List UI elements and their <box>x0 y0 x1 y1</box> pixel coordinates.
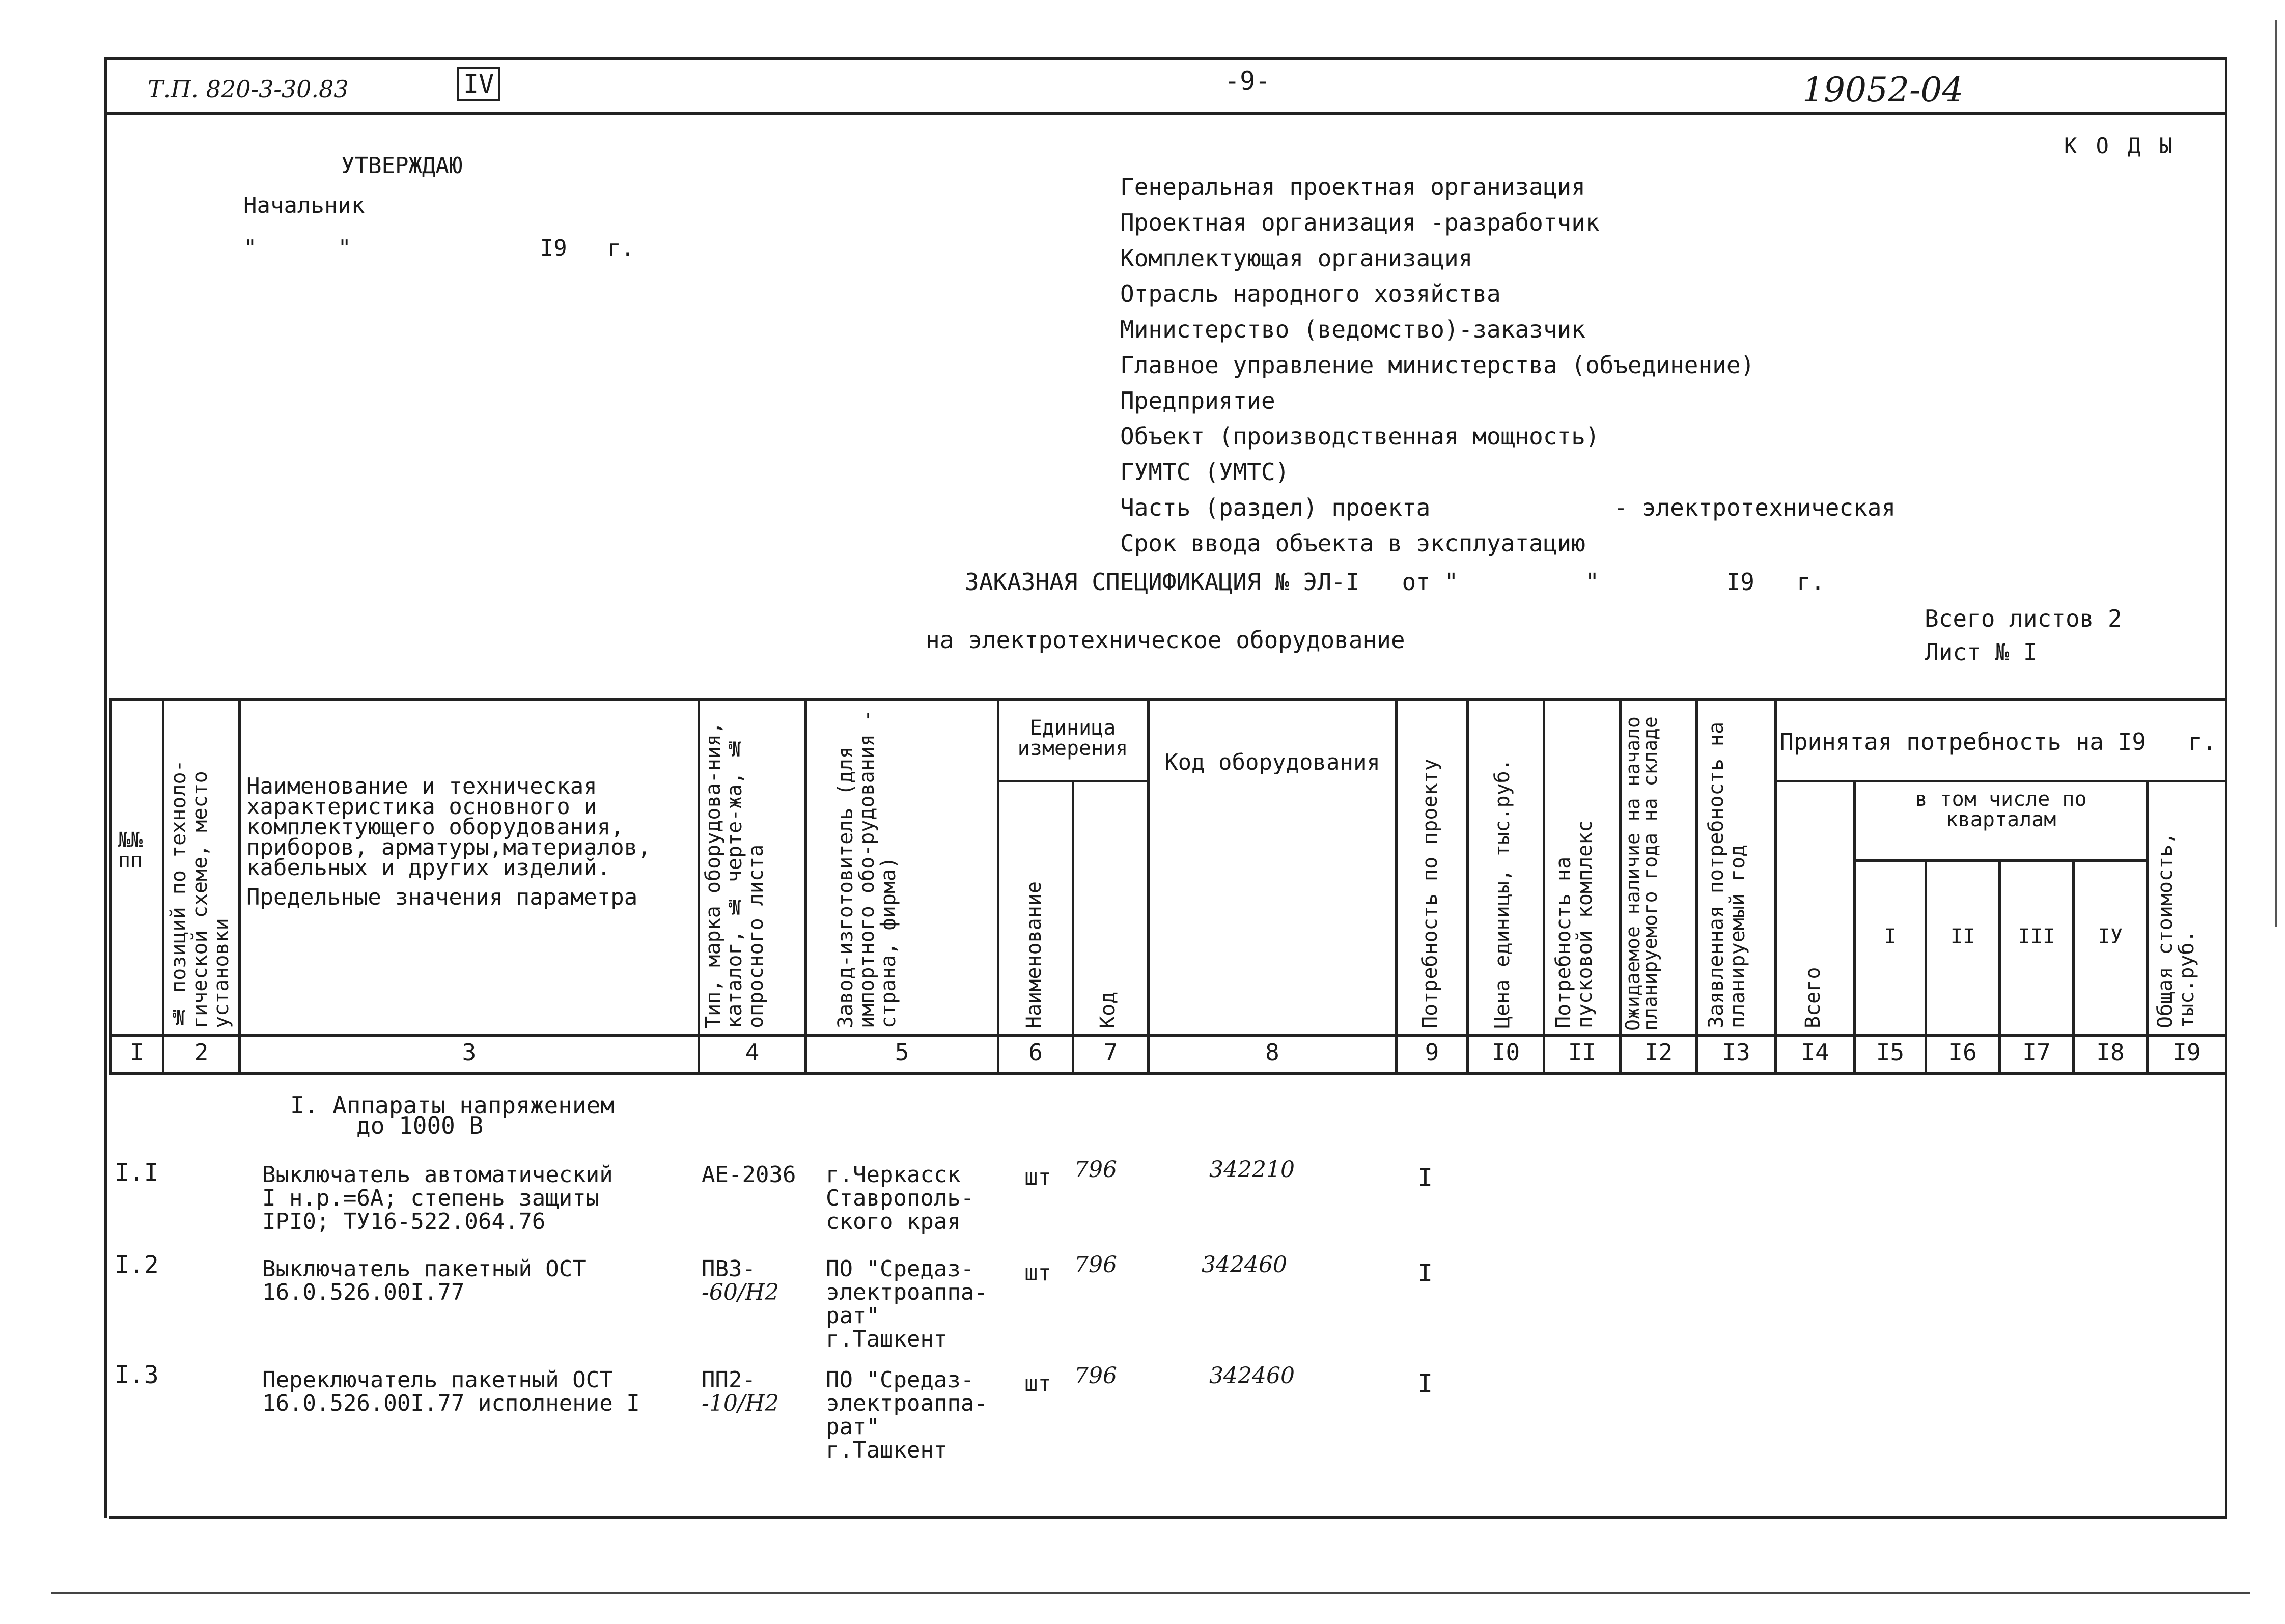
row-maker-line: ского края <box>826 1209 961 1235</box>
row-unit: шт <box>1024 1260 1051 1286</box>
row-name-line: Переключатель пакетный ОСТ <box>262 1367 613 1393</box>
row-name-line: Выключатель автоматический <box>262 1162 613 1188</box>
row-maker-line: электроаппа- <box>826 1390 988 1416</box>
row-maker-line: ПО "Средаз- <box>826 1367 974 1393</box>
row-name-line: 16.0.526.00I.77 исполнение I <box>262 1390 640 1416</box>
header-name-line: Предельные значения параметра <box>246 884 638 910</box>
row-maker-line: г.Ташкент <box>826 1437 948 1463</box>
header-price: Цена единицы, тыс.руб. <box>1491 759 1514 1028</box>
row-name <box>262 1368 640 1415</box>
col-number: 6 <box>1028 1039 1043 1066</box>
col-number: 7 <box>1103 1039 1118 1066</box>
org-line: Комплектующая организация <box>1120 244 1473 272</box>
row-maker <box>826 1368 988 1462</box>
col-number: I5 <box>1876 1039 1905 1066</box>
row-maker-line: рат" <box>826 1414 880 1440</box>
header-qty-project: Потребность по проекту <box>1418 759 1442 1028</box>
col-number: II <box>1568 1039 1597 1066</box>
org-list <box>1120 169 1896 561</box>
row-num: I.3 <box>115 1361 159 1389</box>
row-maker-line: рат" <box>826 1303 880 1329</box>
header-total: Всего <box>1801 967 1825 1028</box>
header-name-line: комплектующего оборудования, <box>246 814 624 840</box>
header-unit-code: Код <box>1096 991 1120 1028</box>
col-number: I2 <box>1644 1039 1673 1066</box>
section-title-2: до 1000 В <box>356 1112 484 1139</box>
row-num: I.2 <box>115 1251 159 1279</box>
org-line: Срок ввода объекта в эксплуатацию <box>1120 529 1585 557</box>
row-qty: I <box>1418 1163 1433 1192</box>
row-name <box>262 1257 586 1304</box>
row-maker-line: электроаппа- <box>826 1279 988 1305</box>
header-accepted: Принятая потребность на I9 г. <box>1779 728 2217 755</box>
org-line: Объект (производственная мощность) <box>1120 423 1600 450</box>
row-name <box>262 1163 613 1234</box>
sheets-total: Всего листов 2 <box>1925 605 2122 632</box>
row-type <box>702 1257 779 1304</box>
codes-label: К О Д Ы <box>2064 133 2176 158</box>
row-maker-line: ПО "Средаз- <box>826 1256 974 1282</box>
doc-ref: Т.П. 820-3-30.83 <box>148 75 349 103</box>
row-maker <box>826 1163 974 1234</box>
header-total-cost: Общая стоимость, тыс.руб. <box>2154 832 2198 1028</box>
col-number: I6 <box>1948 1039 1977 1066</box>
approve-role: Начальник <box>243 192 365 218</box>
col-number: 4 <box>745 1039 760 1066</box>
spec-title: ЗАКАЗНАЯ СПЕЦИФИКАЦИЯ № ЭЛ-I от " " I9 г. <box>965 568 1825 596</box>
approve-date: " " I9 г. <box>243 235 635 261</box>
row-name-line: Выключатель пакетный ОСТ <box>262 1256 586 1282</box>
header-name-line: характеристика основного и <box>246 794 597 820</box>
row-unit: шт <box>1024 1370 1051 1396</box>
row-type <box>702 1163 796 1187</box>
col-number: I3 <box>1722 1039 1750 1066</box>
spec-subtitle: на электротехническое оборудование <box>926 626 1405 654</box>
col-number: I7 <box>2022 1039 2051 1066</box>
row-maker-line: г.Ташкент <box>826 1326 948 1352</box>
row-equipment-code: 342460 <box>1202 1252 1287 1278</box>
section-title: I. Аппараты напряжением <box>290 1091 615 1119</box>
org-line: ГУМТС (УМТС) <box>1120 458 1290 486</box>
header-name-line: Наименование и техническая <box>246 773 597 799</box>
row-maker-line: Ставрополь- <box>826 1185 974 1211</box>
org-line: Предприятие <box>1120 387 1275 414</box>
header-unit-name: Наименование <box>1022 881 1046 1028</box>
org-line: Отрасль народного хозяйства <box>1120 280 1501 307</box>
col-number: 5 <box>895 1039 909 1066</box>
row-type-line: -10/Н2 <box>702 1390 779 1416</box>
header-quarter-2: II <box>1950 925 1975 948</box>
row-unit: шт <box>1024 1164 1051 1190</box>
row-type-line: АЕ-2036 <box>702 1162 796 1188</box>
header-quarters: в том числе по кварталам <box>1915 788 2087 831</box>
header-equipment-code: Код оборудования <box>1164 749 1380 775</box>
header-position: № позиций по техноло-гической схеме, место установки <box>167 760 233 1028</box>
header-maker: Завод-изготовитель (для импортного обо-рудования - страна, фирма) <box>834 709 900 1028</box>
row-qty: I <box>1418 1259 1433 1287</box>
org-line: Проектная организация -разработчик <box>1120 209 1600 236</box>
inventory-number: 19052-04 <box>1802 70 1964 109</box>
org-line: Часть (раздел) проекта - электротехническая <box>1120 494 1896 521</box>
row-type-line: -60/Н2 <box>702 1279 779 1305</box>
row-equipment-code: 342460 <box>1209 1363 1295 1389</box>
header-stock: Ожидаемое наличие на начало планируемого года на складе <box>1622 716 1661 1031</box>
row-name-line: IPI0; ТУ16-522.064.76 <box>262 1209 546 1235</box>
header-type: Тип, марка оборудова-ния, каталог, № черте-жа, № опросного листа <box>702 721 768 1028</box>
org-line: Министерство (ведомство)-заказчик <box>1120 316 1585 343</box>
col-number: I4 <box>1801 1039 1829 1066</box>
col-number: 9 <box>1425 1039 1439 1066</box>
header-declared: Заявленная потребность на планируемый год <box>1705 721 1749 1028</box>
row-maker <box>826 1257 988 1351</box>
org-line: Генеральная проектная организация <box>1120 173 1585 201</box>
album-number: IV <box>457 67 500 101</box>
header-quarter-3: III <box>2018 925 2055 948</box>
row-unit-code: 796 <box>1074 1363 1117 1389</box>
row-type <box>702 1368 779 1415</box>
header-name <box>246 773 651 910</box>
col-number: I <box>130 1039 144 1066</box>
header-unit: Единица измерения <box>1017 716 1128 760</box>
col-number: 3 <box>462 1039 477 1066</box>
row-unit-code: 796 <box>1074 1252 1117 1278</box>
row-maker-line: г.Черкасск <box>826 1162 961 1188</box>
approve-title: УТВЕРЖДАЮ <box>341 153 463 179</box>
org-line: Главное управление министерства (объединение) <box>1120 351 1755 379</box>
header-quarter-4: IУ <box>2098 925 2123 948</box>
header-startup: Потребность на пусковой комплекс <box>1552 820 1597 1028</box>
page-number: -9- <box>1224 66 1271 96</box>
header-name-line: приборов, арматуры,материалов, <box>246 834 651 860</box>
header-num: №№ пп <box>118 828 143 872</box>
col-number: I8 <box>2096 1039 2125 1066</box>
row-qty: I <box>1418 1369 1433 1398</box>
header-quarter-1: I <box>1884 925 1897 948</box>
row-type-line: ПВЗ- <box>702 1256 756 1282</box>
row-equipment-code: 342210 <box>1209 1157 1295 1183</box>
col-number: I9 <box>2172 1039 2201 1066</box>
row-num: I.I <box>115 1158 159 1187</box>
row-unit-code: 796 <box>1074 1157 1117 1183</box>
header-name-line: кабельных и других изделий. <box>246 855 611 881</box>
col-number: 8 <box>1265 1039 1279 1066</box>
row-name-line: I н.р.=6А; степень защиты <box>262 1185 600 1211</box>
col-number: 2 <box>194 1039 209 1066</box>
sheet-number: Лист № I <box>1925 638 2038 666</box>
row-type-line: ПП2- <box>702 1367 756 1393</box>
col-number: I0 <box>1491 1039 1520 1066</box>
row-name-line: 16.0.526.00I.77 <box>262 1279 465 1305</box>
